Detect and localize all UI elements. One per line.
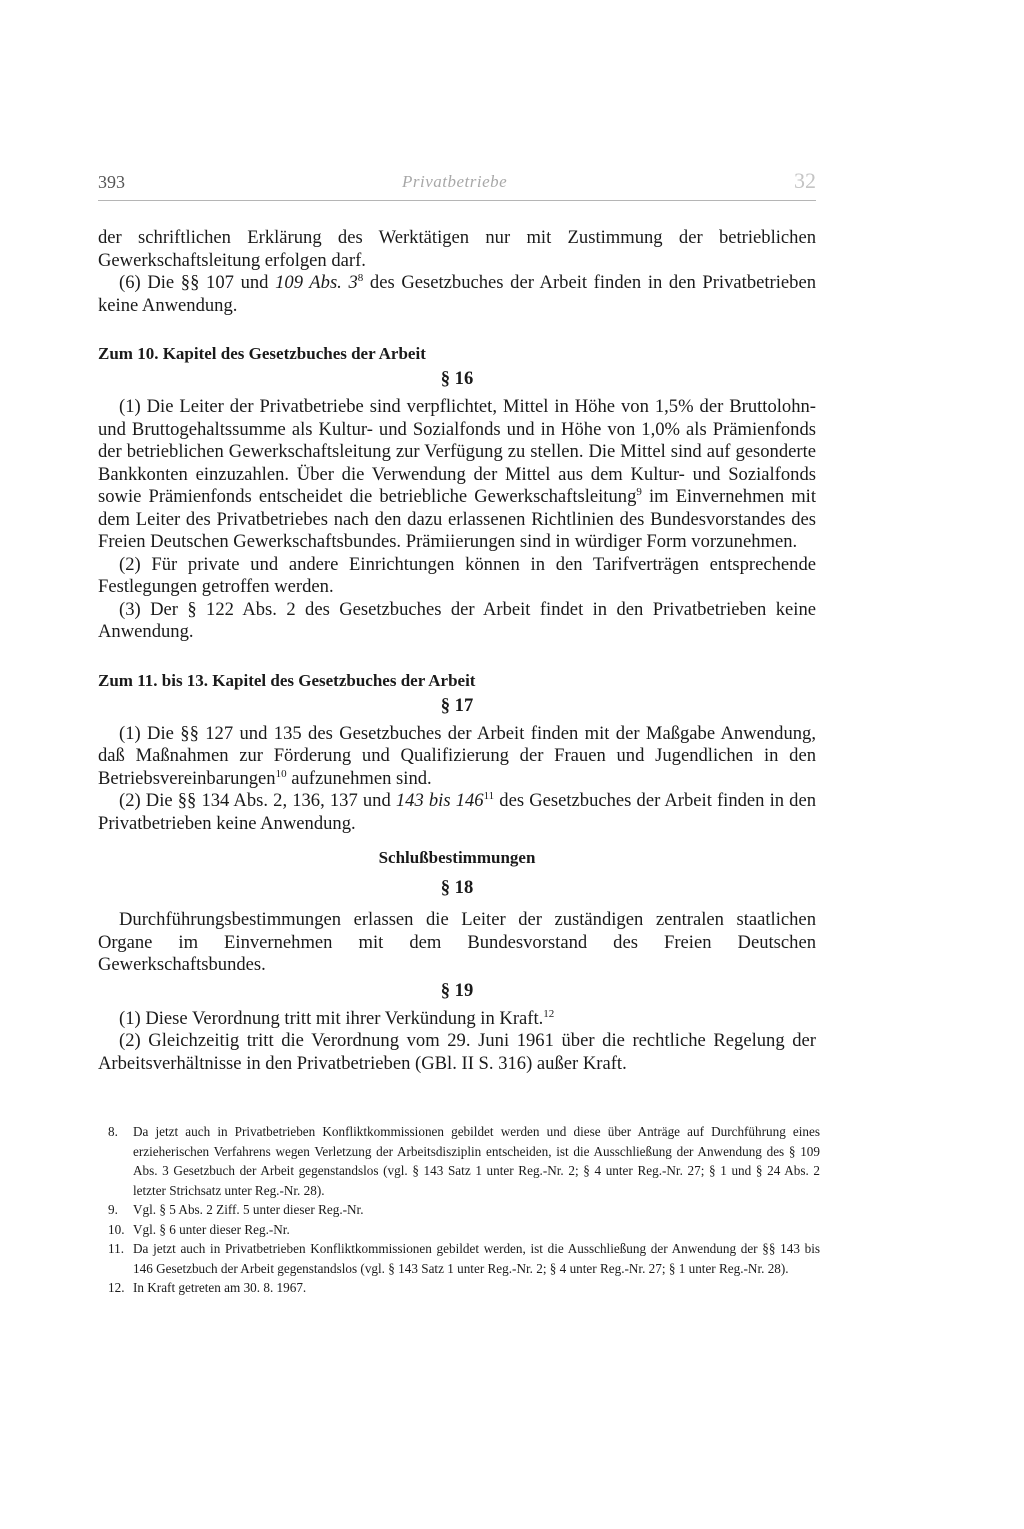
section-17-paragraph-2: (2) Die §§ 134 Abs. 2, 136, 137 und 143 bis $146^{11}$ des Gesetzbuches der Arbeit finden in den Privatbetrieben keine Anwendung.: [98, 789, 817, 834]
chapter-heading-11-13: Zum 11. bis 13. Kapitel des Gesetzbuches der Arbeit: [98, 670, 476, 690]
footnote: 12. In Kraft getreten am 30. 8. 1967.: [108, 1280, 307, 1295]
footnote-ref-8: 8: [357, 271, 364, 284]
section-heading-16: § 16: [440, 368, 474, 389]
footnote: 11. Da jetzt auch in Privatbetrieben Konfliktkommissionen gebildet werden, ist die Ausschließung der Anwendung der §§ 143 bis 146 Gesetzbuch der Arbeit gegenstandslos (vgl. § 143 Satz 1 unter Reg.-Nr. 2; § 4 unter Reg.-Nr. 27; § 1 unter Reg.-Nr. 28).: [108, 1241, 820, 1276]
footnotes: [108, 1122, 820, 1298]
section-19-paragraph-2: (2) Gleichzeitig tritt die Verordnung vom 29. Juni 1961 über die rechtliche Regelung der Arbeitsverhältnisse in den Privatbetrieben (GBl. II S. 316) außer Kraft.: [98, 1030, 816, 1074]
main-text: [98, 227, 816, 1075]
footnote-ref-9: 9: [636, 485, 642, 498]
italic-reference: 109 Abs. 3: [275, 272, 358, 293]
section-16-paragraph-2: (2) Für private und andere Einrichtungen können in den Tarifverträgen entsprechende Festlegungen getroffen werden.: [98, 553, 816, 597]
final-provisions-heading: Schlußbestimmungen: [378, 848, 536, 867]
footnote: 9. Vgl. § 5 Abs. 2 Ziff. 5 unter dieser Reg.-Nr.: [108, 1202, 364, 1217]
section-heading-18: § 18: [440, 877, 474, 898]
section-16-paragraph-3: (3) Der § 122 Abs. 2 des Gesetzbuches der Arbeit findet in den Privatbetrieben keine Anwendung.: [98, 598, 816, 642]
section-heading-19: § 19: [440, 979, 474, 1001]
footnote: 8. Da jetzt auch in Privatbetrieben Konfliktkommissionen gebildet werden und diese über Anträge auf Durchführung eines erzieherischen Verfahrens wegen Verletzung der Arbeitsdisziplin entscheiden, ist die Ausschließung der Anwendung des § 109 Abs. 3 Gesetzbuch der Arbeit gegenstandslos (vgl. § 143 Satz 1 unter Reg.-Nr. 2; § 4 unter Reg.-Nr. 27; § 1 und § 24 Abs. 2 letzter Strichsatz unter Reg.-Nr. 28).: [108, 1124, 820, 1198]
section-17-paragraph-1: (1) Die §§ 127 und 135 des Gesetzbuches der Arbeit finden mit der Maßgabe Anwendung, daß Maßnahmen zur Förderung und Qualifizierung der Frauen und Jugendlichen in den Betriebsvereinbarungen$^{10}$ aufzunehmen sind.: [98, 722, 816, 789]
footnote: 10. Vgl. § 6 unter dieser Reg.-Nr.: [108, 1221, 290, 1237]
chapter-mark: 32: [794, 168, 816, 193]
running-title: Privatbetriebe: [402, 172, 508, 191]
section-18-paragraph: Durchführungsbestimmungen erlassen die Leiter der zuständigen zentralen staatlichen Organe im Einvernehmen mit dem Bundesvorstand des Freien Deutschen Gewerkschaftsbundes.: [98, 909, 816, 975]
section-16-paragraph-1: (1) Die Leiter der Privatbetriebe sind verpflichtet, Mittel in Höhe von 1,5% der Bruttolohn- und Bruttogehaltssumme als Kultur- und Sozialfonds und in Höhe von 1,0% als Prämienfonds der betrieblichen Gewerkschaftsleitung zur Verfügung zu stellen. Die Mittel sind auf gesonderte Bankkonten einzuzahlen. Über die Verwendung der Mittel aus dem Kultur- und Sozialfonds sowie Prämienfonds entscheidet die betriebliche Gewerkschaftsleitung$^9$ im Einvernehmen mit dem Leiter des Privatbetriebes nach den dazu erlassenen Richtlinien des Bundesvorstandes des Freien Deutschen Gewerkschaftsbundes. Prämiierungen sind in würdiger Form vorzunehmen.: [98, 396, 817, 552]
footnote-ref-11: 11: [483, 789, 495, 802]
chapter-heading-10: Zum 10. Kapitel des Gesetzbuches der Arbeit: [98, 344, 426, 363]
section-heading-17: § 17: [440, 694, 474, 716]
section-19-paragraph-1: (1) Diese Verordnung tritt mit ihrer Verkündung in Kraft.$^{12}$: [119, 1007, 555, 1029]
footnote-ref-10: 10: [275, 767, 287, 780]
paragraph-6: (6) Die §§ 107 und 109 Abs. $3^8$ des Gesetzbuches der Arbeit finden in den Privatbetrieben keine Anwendung.: [98, 271, 816, 316]
footnote-ref-12: 12: [543, 1007, 555, 1020]
italic-reference: 143 bis 146: [395, 790, 484, 811]
page-number: 393: [98, 172, 125, 192]
paragraph-continuation: der schriftlichen Erklärung des Werktätigen nur mit Zustimmung der betrieblichen Gewerkschaftsleitung erfolgen darf.: [98, 227, 816, 271]
page-header: [98, 170, 816, 201]
